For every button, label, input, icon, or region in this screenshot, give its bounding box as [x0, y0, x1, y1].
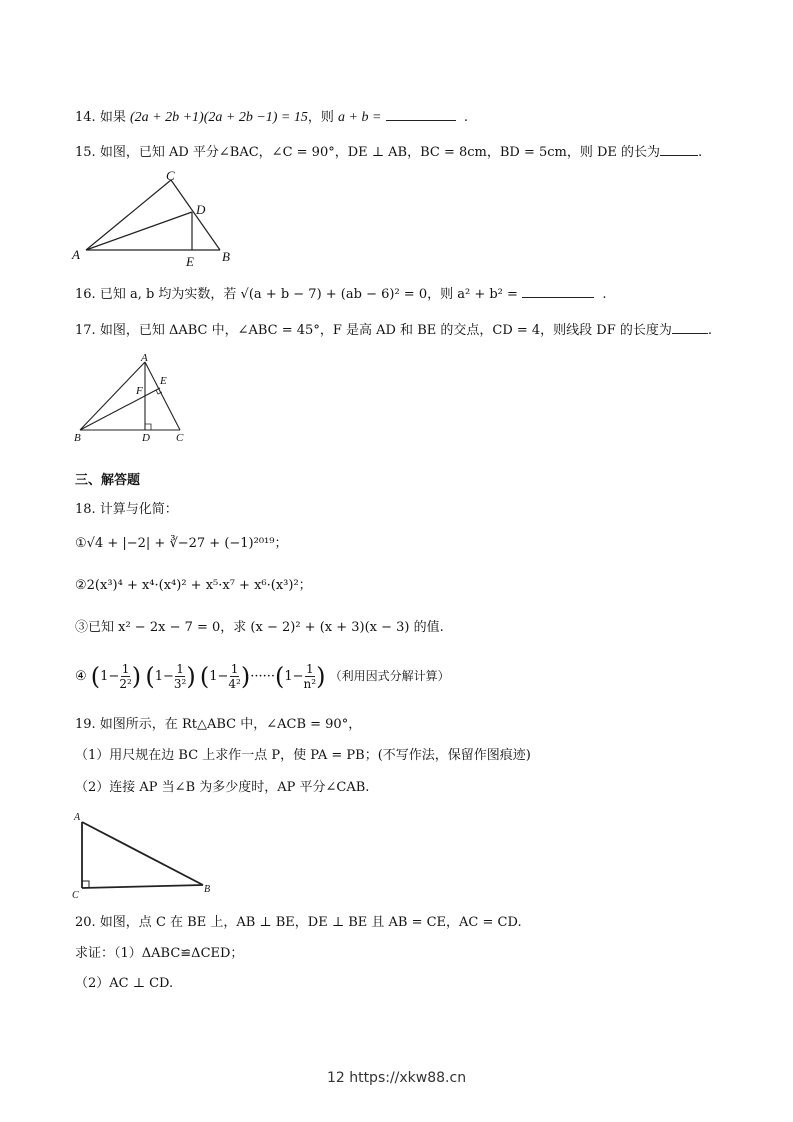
fig19-side-ab: [82, 822, 203, 885]
fig15-label-e: E: [186, 254, 194, 268]
q20-part-2: （2）AC ⊥ CD.: [75, 976, 174, 991]
answer-blank: [660, 143, 698, 156]
q15-end: .: [698, 145, 703, 160]
q20-part-1: 求证：（1）ΔABC≌ΔCED；: [75, 946, 244, 961]
fig17-label-f: F: [136, 385, 143, 397]
section-heading: 三、解答题: [75, 473, 141, 488]
fig17-label-b: B: [74, 432, 81, 444]
q17-end: .: [707, 323, 713, 338]
q19-part-2: （2）连接 AP 当∠B 为多少度时，AP 平分∠CAB.: [75, 780, 370, 795]
q18-item-4: ④ (1− $\frac{1}{\text{2²}}$ ) (1− $\frac{1}{\text{3²}}$ ) (1− $\frac{1}{\text{4²}}$ )······(1− $\frac{1}{\text{n²}}$ ) （利用因式分解计算）: [75, 662, 450, 691]
q14-mid: ，则: [307, 110, 334, 125]
fig15-side-ac: [86, 180, 171, 250]
fig17-side-ac: [145, 362, 180, 430]
answer-blank: [672, 321, 708, 334]
answer-blank: [386, 108, 456, 121]
fig17-right-angle-d: [145, 424, 151, 430]
fig15-label-d: D: [196, 202, 206, 217]
question-18-title: 18. 计算与化简：: [75, 502, 178, 517]
fig15-label-c: C: [166, 168, 175, 183]
fig19-right-angle-c: [82, 881, 89, 888]
figure-15: [68, 168, 243, 268]
q18-item4-prefix: ④: [75, 669, 87, 684]
q16-number: 16.: [75, 287, 96, 302]
figure-17: [70, 350, 195, 446]
ellipsis: ······: [250, 669, 275, 684]
fig19-label-b: B: [204, 884, 211, 895]
fig19-side-cb: [82, 885, 203, 888]
fig17-label-d: D: [142, 432, 150, 444]
q18-item-3: ③已知 x² − 2x − 7 = 0，求 (x − 2)² + (x + 3)(x − 3) 的值.: [75, 620, 444, 635]
question-14: [75, 108, 468, 128]
fraction: $\frac{1}{\text{3²}}$: [173, 662, 187, 691]
q18-item-2: ②2(x³)⁴ + x⁴·(x⁴)² + x⁵·x⁷ + x⁶·(x³)²；: [75, 578, 312, 593]
q18-item4-note: （利用因式分解计算）: [329, 669, 450, 683]
fraction: $\frac{1}{\text{2²}}$: [119, 662, 132, 691]
q17-text: 如图，已知 ΔABC 中，∠ABC = 45°，F 是高 AD 和 BE 的交点，CD = 4，则线段 DF 的长度为: [99, 323, 672, 338]
page-footer: 12 https://xkw88.cn: [326, 1070, 467, 1086]
fig17-label-c: C: [176, 432, 184, 444]
question-15: [75, 143, 702, 163]
q17-number: 17.: [75, 323, 96, 338]
q14-target: a + b =: [338, 110, 382, 125]
fraction: $\frac{1}{\text{n²}}$: [303, 662, 317, 691]
answer-blank: [522, 285, 594, 298]
figure-19: [70, 808, 220, 900]
fraction: $\frac{1}{\text{4²}}$: [228, 662, 241, 691]
fig15-label-a: A: [72, 247, 80, 262]
q14-expr: (2a + 2b +1)(2a + 2b −1) = 15: [129, 110, 308, 125]
q15-text: 如图，已知 AD 平分∠BAC，∠C = 90°，DE ⊥ AB，BC = 8cm，BD = 5cm，则 DE 的长为: [99, 145, 661, 160]
q18-item-1: ①√4 + |−2| + ∛−27 + (−1)²⁰¹⁹；: [75, 536, 288, 551]
fig19-label-a: A: [74, 812, 81, 823]
q14-number: 14.: [75, 110, 96, 125]
fig15-label-b: B: [222, 249, 230, 264]
q16-text: 已知 a, b 均为实数，若 √(a + b − 7) + (ab − 6)² = 0，则 a² + b² =: [99, 287, 518, 302]
q14-pre: 如果: [99, 110, 126, 125]
question-20-title: 20. 如图，点 C 在 BE 上，AB ⊥ BE，DE ⊥ BE 且 AB = CE，AC = CD.: [75, 915, 522, 930]
fig17-label-a: A: [141, 352, 148, 364]
q19-part-1: （1）用尺规在边 BC 上求作一点 P，使 PA = PB；(不写作法，保留作图痕迹): [75, 748, 531, 763]
fig15-segment-ad: [86, 212, 192, 250]
question-19-title: 19. 如图所示，在 Rt△ABC 中，∠ACB = 90°，: [75, 717, 362, 732]
q14-end: .: [463, 110, 468, 125]
q15-number: 15.: [75, 145, 96, 160]
question-17: [75, 321, 712, 341]
q16-end: .: [602, 287, 607, 302]
question-16: [75, 285, 606, 305]
fig19-label-c: C: [72, 890, 79, 900]
fig17-label-e: E: [160, 375, 167, 387]
